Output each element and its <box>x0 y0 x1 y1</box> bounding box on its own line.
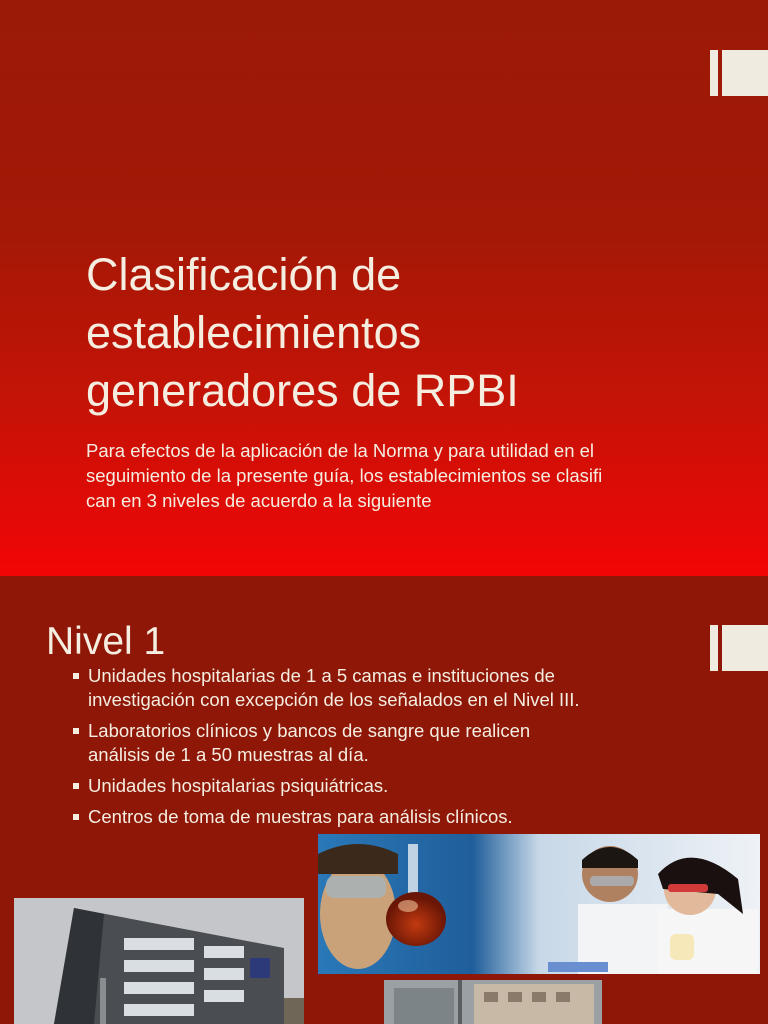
decoration-bar <box>710 625 718 671</box>
bullet-item <box>72 774 672 798</box>
lab-photo-illustration <box>318 834 760 974</box>
bullet-item <box>72 664 672 712</box>
street-building-photo <box>384 980 602 1024</box>
bullet-line: Unidades hospitalarias de 1 a 5 camas e instituciones de <box>88 665 555 686</box>
subtitle-line: seguimiento de la presente guía, los establecimientos se clasifi <box>86 465 603 486</box>
bullet-icon <box>73 673 79 679</box>
title-line: establecimientos <box>86 307 422 358</box>
bullet-list <box>72 664 672 836</box>
slide-heading: Nivel 1 <box>46 620 166 663</box>
bullet-item <box>72 719 672 767</box>
building-illustration <box>14 898 304 1024</box>
title-line: Clasificación de <box>86 249 402 300</box>
slide-nivel-1 <box>0 576 768 1024</box>
bullet-item <box>72 805 672 829</box>
bullet-line: análisis de 1 a 50 muestras al día. <box>88 744 369 765</box>
bullet-icon <box>73 814 79 820</box>
street-illustration <box>384 980 602 1024</box>
subtitle-line: can en 3 niveles de acuerdo a la siguiente <box>86 490 432 511</box>
lab-scientists-photo <box>318 834 760 974</box>
hospital-building-photo <box>14 898 304 1024</box>
corner-decoration <box>710 625 768 671</box>
corner-decoration <box>710 50 768 96</box>
decoration-block <box>722 50 768 96</box>
bullet-line: Unidades hospitalarias psiquiátricas. <box>88 775 389 796</box>
bullet-icon <box>73 728 79 734</box>
subtitle-line: Para efectos de la aplicación de la Norma y para utilidad en el <box>86 440 595 461</box>
decoration-bar <box>710 50 718 96</box>
slide-subtitle <box>86 438 706 513</box>
bullet-line: investigación con excepción de los señalados en el Nivel III. <box>88 689 580 710</box>
bullet-line: Centros de toma de muestras para análisis clínicos. <box>88 806 513 827</box>
bullet-line: Laboratorios clínicos y bancos de sangre que realicen <box>88 720 531 741</box>
bullet-icon <box>73 783 79 789</box>
slide-title-heading <box>86 246 726 420</box>
title-line: generadores de RPBI <box>86 365 519 416</box>
decoration-block <box>722 625 768 671</box>
